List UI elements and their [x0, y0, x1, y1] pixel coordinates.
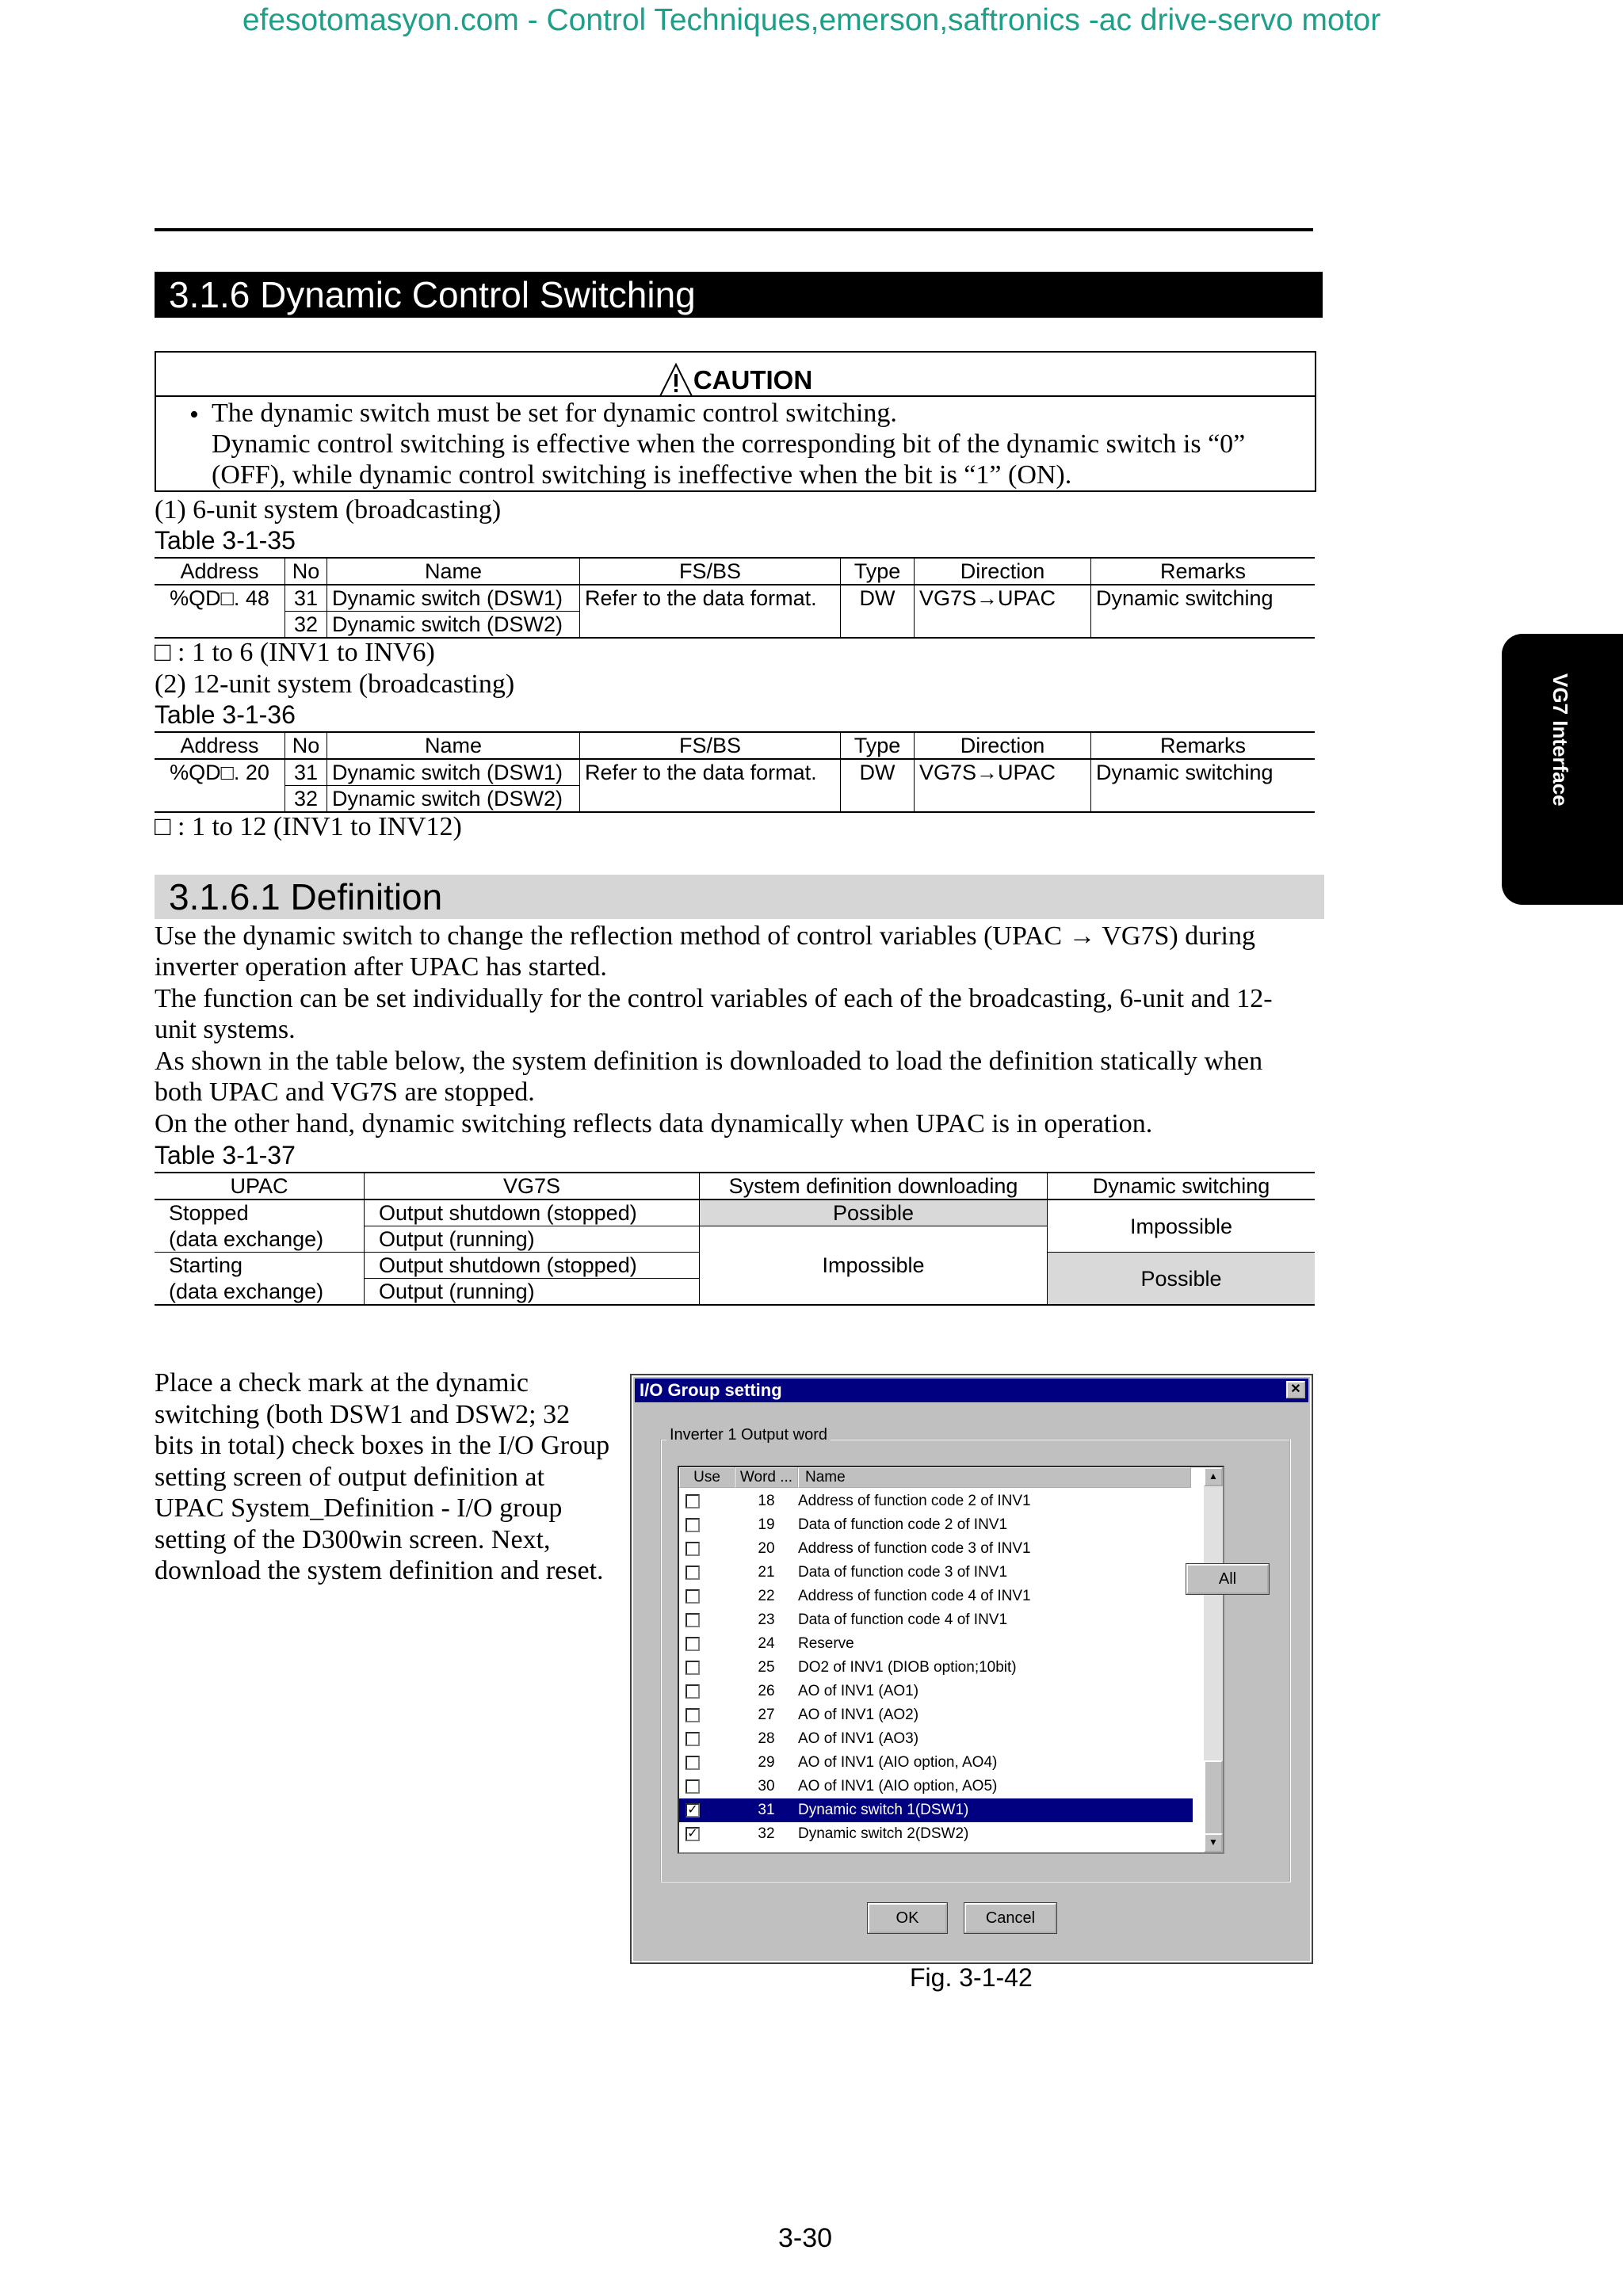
col-fsbs: FS/BS [580, 732, 841, 759]
type-cell: DW [841, 759, 915, 812]
instruction-line: UPAC System_Definition - I/O group [155, 1493, 563, 1523]
col-no: No [285, 558, 327, 585]
no-cell: 32 [285, 612, 327, 639]
word-name: DO2 of INV1 (DIOB option;10bit) [798, 1659, 1017, 1676]
name-cell: Dynamic switch (DSW2) [327, 786, 580, 813]
word-name: Address of function code 3 of INV1 [798, 1540, 1031, 1557]
vg7s-state: Output shutdown (stopped) [365, 1253, 700, 1279]
col-upac: UPAC [230, 1174, 288, 1198]
direction-cell: VG7S→UPAC [915, 759, 1091, 812]
use-checkbox[interactable] [685, 1637, 700, 1651]
word-name: Data of function code 3 of INV1 [798, 1564, 1008, 1581]
upac-state: Starting [169, 1253, 243, 1278]
word-number: 30 [758, 1778, 775, 1794]
use-checkbox[interactable] [685, 1661, 700, 1675]
vg7s-state: Output shutdown (stopped) [365, 1199, 700, 1226]
use-checkbox[interactable] [685, 1732, 700, 1746]
table-3-1-37-caption: Table 3-1-37 [155, 1141, 296, 1169]
word-number: 25 [758, 1659, 775, 1676]
word-number: 26 [758, 1683, 775, 1699]
list-item[interactable] [679, 1822, 1193, 1846]
dynamic-impossible: Impossible [1048, 1199, 1316, 1253]
col-system-definition: System definition downloading [700, 1173, 1048, 1199]
dynamic-possible: Possible [1048, 1253, 1316, 1306]
caution-line-3: (OFF), while dynamic control switching is ineffective when the bit is “1” (ON). [212, 460, 1072, 490]
use-checkbox[interactable] [685, 1542, 700, 1556]
direction-cell: VG7S→UPAC [915, 585, 1091, 638]
use-checkbox-checked[interactable]: ✓ [685, 1803, 700, 1817]
definition-paragraph: both UPAC and VG7S are stopped. [155, 1077, 535, 1107]
cancel-button[interactable]: Cancel [964, 1903, 1056, 1933]
word-number: 29 [758, 1754, 775, 1771]
remarks-cell: Dynamic switching [1091, 585, 1316, 638]
word-name: Data of function code 2 of INV1 [798, 1516, 1008, 1533]
caution-header [156, 353, 1315, 397]
word-number: 23 [758, 1611, 775, 1628]
list-item[interactable] [679, 1561, 1193, 1585]
output-word-list[interactable] [678, 1466, 1224, 1854]
remarks-cell: Dynamic switching [1091, 759, 1316, 812]
word-name: Dynamic switch 2(DSW2) [798, 1825, 969, 1842]
list-item[interactable] [679, 1537, 1193, 1561]
part1-note: □ : 1 to 6 (INV1 to INV6) [155, 638, 435, 667]
word-number: 31 [758, 1802, 775, 1818]
dialog-title: I/O Group setting [640, 1380, 782, 1400]
fsbs-cell: Refer to the data format. [580, 759, 841, 812]
word-name: Dynamic switch 1(DSW1) [798, 1802, 969, 1818]
table-3-1-36 [155, 731, 1315, 813]
name-cell: Dynamic switch (DSW2) [327, 612, 580, 639]
part2-heading: (2) 12-unit system (broadcasting) [155, 669, 515, 699]
side-tab-label: VG7 Interface [1549, 673, 1572, 807]
col-direction: Direction [915, 732, 1091, 759]
no-cell: 32 [285, 786, 327, 813]
word-name: Address of function code 2 of INV1 [798, 1493, 1031, 1509]
dialog-title-bar[interactable] [635, 1379, 1308, 1402]
all-button[interactable]: All [1186, 1564, 1269, 1594]
word-name: Address of function code 4 of INV1 [798, 1588, 1031, 1604]
column-header-name[interactable]: Name [798, 1467, 1191, 1488]
section-title: 3.1.6 Dynamic Control Switching [155, 272, 1323, 318]
list-item[interactable] [679, 1775, 1193, 1798]
list-item[interactable] [679, 1513, 1193, 1537]
definition-paragraph: inverter operation after UPAC has started. [155, 952, 607, 982]
col-type: Type [841, 732, 915, 759]
list-item[interactable] [679, 1751, 1193, 1775]
list-item[interactable] [679, 1608, 1193, 1632]
word-name: Data of function code 4 of INV1 [798, 1611, 1008, 1628]
type-cell: DW [841, 585, 915, 638]
page-number: 3-30 [777, 2223, 833, 2253]
caution-title: CAUTION [693, 365, 813, 395]
scroll-thumb[interactable] [1204, 1760, 1223, 1836]
scroll-up-icon[interactable]: ▲ [1204, 1467, 1223, 1486]
definition-paragraph: The function can be set individually for the control variables of each of the broadcasting, 6-unit and 12- [155, 984, 1273, 1013]
instruction-line: bits in total) check boxes in the I/O Group [155, 1431, 610, 1460]
use-checkbox[interactable] [685, 1756, 700, 1770]
list-item[interactable] [679, 1489, 1193, 1513]
list-item[interactable] [679, 1585, 1193, 1608]
word-number: 19 [758, 1516, 775, 1533]
word-number: 18 [758, 1493, 775, 1509]
upac-state-detail: (data exchange) [169, 1279, 324, 1303]
use-checkbox[interactable] [685, 1589, 700, 1604]
column-header-use[interactable]: Use [679, 1467, 735, 1488]
col-address: Address [180, 734, 259, 757]
col-remarks: Remarks [1091, 558, 1316, 585]
download-possible: Possible [700, 1199, 1048, 1226]
col-type: Type [841, 558, 915, 585]
io-group-setting-dialog [632, 1375, 1312, 1962]
definition-paragraph: unit systems. [155, 1015, 296, 1044]
table-3-1-36-caption: Table 3-1-36 [155, 700, 296, 729]
name-cell: Dynamic switch (DSW1) [327, 585, 580, 612]
vg7s-state: Output (running) [365, 1279, 700, 1306]
word-name: AO of INV1 (AIO option, AO4) [798, 1754, 998, 1771]
fsbs-cell: Refer to the data format. [580, 585, 841, 638]
definition-paragraph: On the other hand, dynamic switching reflects data dynamically when UPAC is in operation. [155, 1109, 1153, 1138]
instruction-line: download the system definition and reset. [155, 1556, 604, 1585]
caution-line-2: Dynamic control switching is effective when the corresponding bit of the dynamic switch is “0” [212, 429, 1246, 459]
instruction-line: setting of the D300win screen. Next, [155, 1525, 551, 1554]
group-label: Inverter 1 Output word [666, 1426, 831, 1444]
top-rule [155, 228, 1313, 231]
list-item-selected[interactable] [679, 1798, 1193, 1822]
col-dynamic-switching: Dynamic switching [1048, 1173, 1316, 1199]
download-impossible: Impossible [700, 1226, 1048, 1306]
definition-paragraph: Use the dynamic switch to change the reflection method of control variables (UPAC → VG7S) during [155, 921, 1255, 951]
no-cell: 31 [285, 759, 327, 786]
header-link[interactable]: efesotomasyon.com - Control Techniques,emerson,saftronics -ac drive-servo motor [242, 3, 1381, 37]
ok-button[interactable]: OK [868, 1903, 947, 1933]
word-name: AO of INV1 (AO2) [798, 1707, 919, 1723]
col-vg7s: VG7S [365, 1173, 700, 1199]
part2-note: □ : 1 to 12 (INV1 to INV12) [155, 812, 462, 841]
definition-paragraph: As shown in the table below, the system definition is downloaded to load the definition statically when [155, 1047, 1263, 1076]
upac-state-detail: (data exchange) [169, 1226, 324, 1251]
name-cell: Dynamic switch (DSW1) [327, 759, 580, 786]
caution-box [155, 351, 1316, 492]
instruction-line: switching (both DSW1 and DSW2; 32 [155, 1400, 571, 1429]
use-checkbox[interactable] [685, 1613, 700, 1627]
side-tab [1502, 634, 1623, 905]
list-scrollbar[interactable] [1204, 1467, 1223, 1852]
word-number: 20 [758, 1540, 775, 1557]
column-header-word[interactable]: Word ... [735, 1467, 798, 1488]
upac-state: Stopped [169, 1201, 249, 1226]
scroll-down-icon[interactable]: ▼ [1204, 1833, 1223, 1852]
use-checkbox[interactable] [685, 1708, 700, 1722]
word-name: Reserve [798, 1635, 854, 1652]
use-checkbox-checked[interactable]: ✓ [685, 1827, 700, 1841]
word-number: 28 [758, 1730, 775, 1747]
table-3-1-35-caption: Table 3-1-35 [155, 526, 296, 555]
col-direction: Direction [915, 558, 1091, 585]
subsection-title: 3.1.6.1 Definition [155, 875, 1324, 919]
figure-caption: Fig. 3-1-42 [910, 1963, 1033, 1992]
word-name: AO of INV1 (AO3) [798, 1730, 919, 1747]
word-number: 21 [758, 1564, 775, 1581]
col-no: No [285, 732, 327, 759]
vg7s-state: Output (running) [365, 1226, 700, 1253]
word-name: AO of INV1 (AO1) [798, 1683, 919, 1699]
col-remarks: Remarks [1091, 732, 1316, 759]
address-cell: %QD□. 48 [170, 586, 269, 610]
col-name: Name [327, 732, 580, 759]
table-3-1-35 [155, 557, 1315, 639]
instruction-line: Place a check mark at the dynamic [155, 1368, 529, 1398]
close-icon[interactable]: ✕ [1286, 1381, 1305, 1398]
word-number: 32 [758, 1825, 775, 1842]
col-address: Address [180, 559, 259, 583]
list-item[interactable] [679, 1656, 1193, 1680]
use-checkbox[interactable] [685, 1494, 700, 1508]
word-number: 24 [758, 1635, 775, 1652]
no-cell: 31 [285, 585, 327, 612]
word-name: AO of INV1 (AIO option, AO5) [798, 1778, 998, 1794]
list-item[interactable] [679, 1632, 1193, 1656]
list-item[interactable] [679, 1727, 1193, 1751]
instruction-line: setting screen of output definition at [155, 1463, 544, 1492]
word-number: 22 [758, 1588, 775, 1604]
list-item[interactable] [679, 1680, 1193, 1703]
use-checkbox[interactable] [685, 1684, 700, 1699]
caution-line-1: The dynamic switch must be set for dynamic control switching. [212, 399, 897, 428]
bullet-icon: • [189, 400, 199, 429]
col-name: Name [327, 558, 580, 585]
use-checkbox[interactable] [685, 1518, 700, 1532]
word-number: 27 [758, 1707, 775, 1723]
use-checkbox[interactable] [685, 1566, 700, 1580]
list-item[interactable] [679, 1703, 1193, 1727]
table-3-1-37 [155, 1172, 1315, 1306]
use-checkbox[interactable] [685, 1779, 700, 1794]
col-fsbs: FS/BS [580, 558, 841, 585]
address-cell: %QD□. 20 [170, 761, 269, 784]
part1-heading: (1) 6-unit system (broadcasting) [155, 495, 502, 524]
warning-triangle-icon [659, 363, 693, 402]
